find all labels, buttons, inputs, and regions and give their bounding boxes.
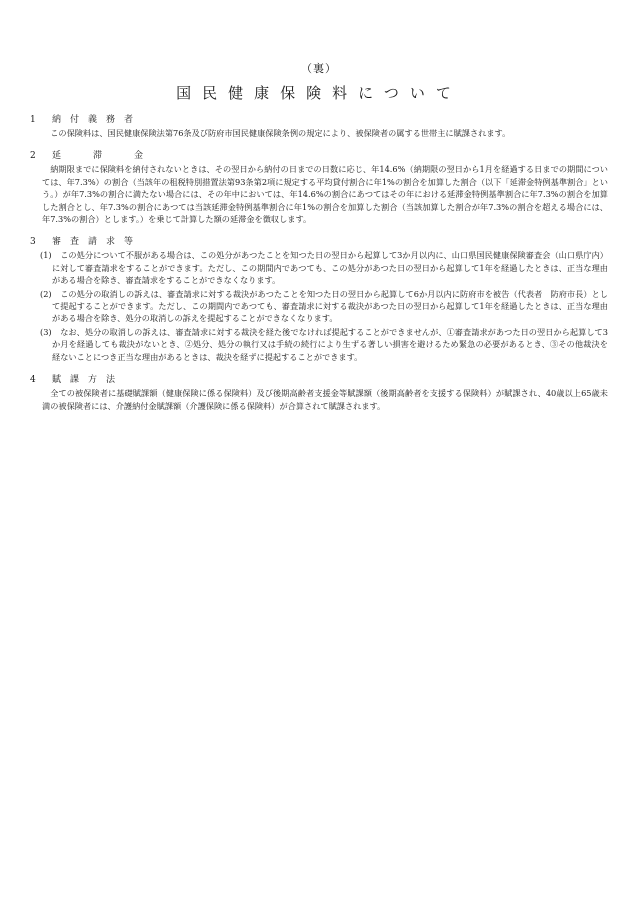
section-heading <box>30 150 608 162</box>
section-title: 延滞金 <box>52 151 176 162</box>
section-late-fee <box>30 150 608 225</box>
page-side-label: （裏） <box>301 62 337 75</box>
item-number: (2) <box>40 288 52 299</box>
section-heading <box>30 236 608 248</box>
section-heading <box>30 374 608 386</box>
section-paragraph: 納期限までに保険料を納付されないときは、その翌日から納付の日までの日数に応じ、年14.6%（納期限の翌日から1月を経過する日までの期間については、年7.3%）の割合（当該年の租税特別措置法第93条第2項に規定する平均貸付割合に年1%の割合を加算した割合（以下「延滞金特例基準割合」という。）が年7.3%の割合に満たない場合には、その年中においては、年14.6%の割合にあつてはその年における延滞金特例基準割合に年7.3%の割合を加算した割合とし、年7.3%の割合にあつては当該延滞金特例基準割合に年1%の割合を加算した割合（当該加算した割合が年7.3%の割合を超える場合には、年7.3%の割合）とします。）を乗じて計算した額の延滞金を徴収します。 <box>42 164 608 225</box>
section-heading <box>30 114 608 126</box>
section-paragraph: この保険料は、国民健康保険法第76条及び防府市国民健康保険条例の規定により、被保険者の属する世帯主に賦課されます。 <box>50 128 511 138</box>
item-text: この処分の取消しの訴えは、審査請求に対する裁決があつたことを知つた日の翌日から起算して6か月以内に防府市を被告（代表者 防府市長）として提起することができます。ただし、この期間内であつても、審査請求に対する裁決があつた日の翌日から起算して1年を経過したときは、正当な理由がある場合を除き、処分の取消しの訴えを提起することができなくなります。 <box>52 288 608 324</box>
section-title: 審査請求等 <box>52 237 143 248</box>
item-text: この処分について不服がある場合は、この処分があつたことを知つた日の翌日から起算して3か月以内に、山口県国民健康保険審査会（山口県庁内）に対して審査請求をすることができます。ただし、この期間内であつても、この処分があつた日の翌日から起算して1年を経過したときは、正当な理由がある場合を除き、審査請求をすることができなくなります。 <box>52 250 608 286</box>
document-title: 国民健康保険料について <box>176 84 462 102</box>
appeal-list <box>30 249 608 363</box>
section-number: 2 <box>30 151 36 162</box>
list-item <box>30 326 608 363</box>
item-number: (1) <box>40 250 52 261</box>
section-assessment-method <box>30 374 608 412</box>
section-paragraph: 全ての被保険者に基礎賦課額（健康保険に係る保険料）及び後期高齢者支援金等賦課額（後期高齢者を支援する保険料）が賦課され、40歳以上65歳未満の被保険者には、介護納付金賦課額（介護保険に係る保険料）が合算されて賦課されます。 <box>42 388 608 411</box>
item-number: (3) <box>40 326 52 337</box>
section-number: 3 <box>30 237 36 248</box>
section-number: 4 <box>30 375 36 386</box>
section-appeal <box>30 236 608 363</box>
section-title: 賦課方法 <box>52 375 125 386</box>
item-text: なお、処分の取消しの訴えは、審査請求に対する裁決を経た後でなければ提起することができませんが、①審査請求があつた日の翌日から起算して3か月を経過しても裁決がないとき、②処分、処分の執行又は手続の続行により生ずる著しい損害を避けるため緊急の必要があるとき、③その他裁決を経ないことにつき正当な理由があるときは、裁決を経ずに提起することができます。 <box>52 326 608 362</box>
section-number: 1 <box>30 115 36 125</box>
list-item <box>30 249 608 286</box>
section-title: 納付義務者 <box>52 115 143 125</box>
section-obligor <box>30 114 608 139</box>
list-item <box>30 288 608 325</box>
